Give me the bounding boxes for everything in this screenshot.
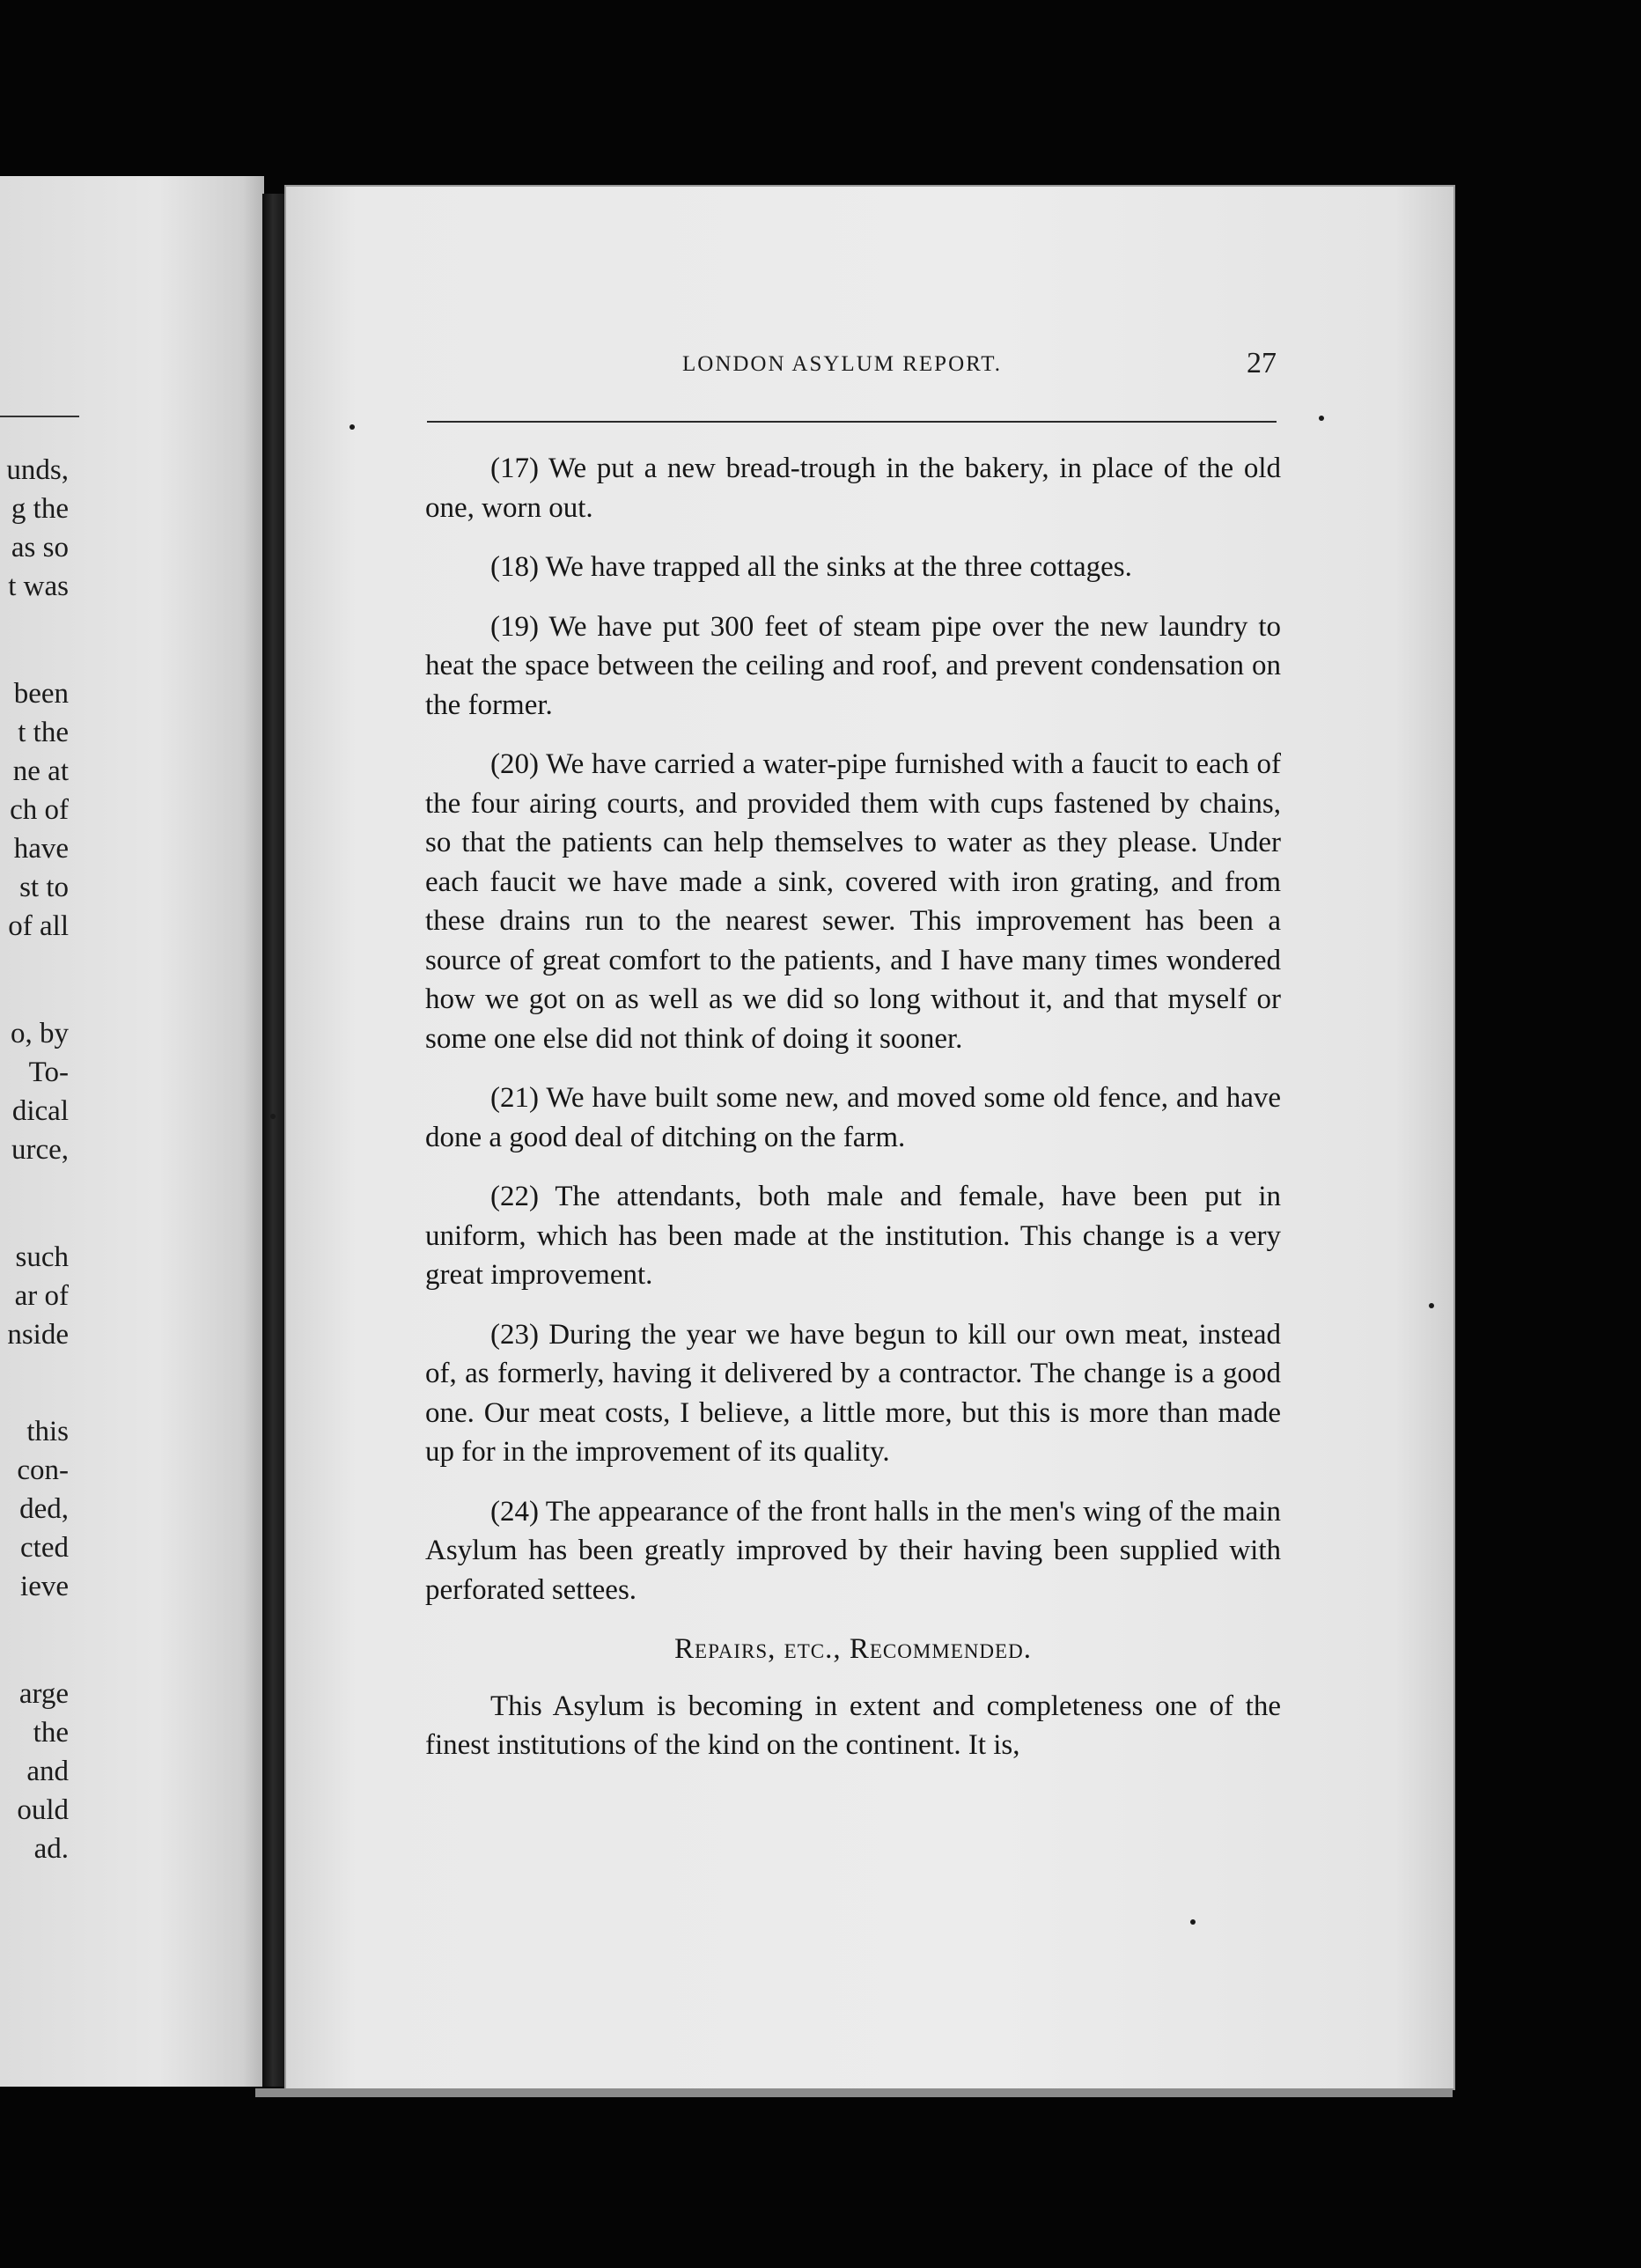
paragraph-17: (17) We put a new bread-trough in the bakery, in place of the old one, worn out.: [425, 453, 1281, 524]
left-page-fragment: ar of: [14, 1280, 69, 1312]
left-page-fragment: ould: [17, 1794, 69, 1826]
left-page-fragment: To-: [28, 1057, 69, 1088]
left-page-rule: [0, 416, 79, 417]
left-page-fragment: ch of: [10, 794, 69, 826]
paragraph-24: (24) The appearance of the front halls in the men's wing of the main Asylum has been greatly improved by their having been supplied with perforated settees.: [425, 1495, 1281, 1606]
paragraph-22: (22) The attendants, both male and female, have been put in uniform, which has been made at the institution. This change is a very great improvement.: [425, 1181, 1281, 1291]
left-page-fragment: cted: [20, 1532, 69, 1564]
left-page-fragment: this: [26, 1416, 69, 1447]
left-page-fragment: as so: [11, 532, 69, 563]
paragraph-21: (21) We have built some new, and moved some old fence, and have done a good deal of ditching on the farm.: [425, 1082, 1281, 1153]
section-heading: Repairs, etc., Recommended.: [674, 1633, 1032, 1665]
left-page-edge: [0, 176, 264, 2087]
left-page-fragment: st to: [19, 872, 69, 903]
running-title: LONDON ASYLUM REPORT.: [682, 352, 1002, 376]
paragraph-20: (20) We have carried a water-pipe furnished with a faucit to each of the four airing courts, and provided them with cups fastened by chains, so that the patients can help themselves to water as they please. Under each faucit we have made a sink, covered with iron grating, and from these drains run to the nearest sewer. This improvement has been a source of great comfort to the patients, and I have many times wondered how we got on as well as we did so long without it, and that myself or some one else did not think of doing it sooner.: [425, 748, 1281, 1055]
left-page-fragment: nside: [7, 1319, 69, 1351]
left-page-fragment: ne at: [12, 755, 69, 787]
left-page-fragment: arge: [18, 1678, 69, 1710]
left-page-fragment: ieve: [20, 1571, 69, 1602]
paragraph-18: (18) We have trapped all the sinks at the three cottages.: [490, 551, 1132, 583]
ink-speck: [350, 424, 355, 430]
body-text: [425, 449, 1281, 1786]
ink-speck: [270, 1114, 276, 1119]
ink-speck: [1429, 1303, 1434, 1308]
page-number: 27: [1247, 347, 1277, 379]
left-page-fragment: con-: [17, 1454, 69, 1486]
ink-speck: [1319, 416, 1324, 421]
running-head: [396, 347, 1277, 387]
left-page-fragment: been: [13, 678, 69, 710]
header-rule: [427, 421, 1277, 423]
left-page-fragment: t was: [8, 571, 69, 602]
left-page-fragment: g the: [11, 493, 69, 525]
left-page-fragment: o, by: [11, 1018, 69, 1049]
left-page-fragment: such: [15, 1241, 69, 1273]
paragraph-19: (19) We have put 300 feet of steam pipe over the new laundry to heat the space between the ceiling and roof, and prevent condensation on the former.: [425, 610, 1281, 721]
paragraph-23: (23) During the year we have begun to kill our own meat, instead of, as formerly, having it delivered by a contractor. The change is a good one. Our meat costs, I believe, a little more, but this is more than made up for in the improvement of its quality.: [425, 1318, 1281, 1468]
left-page-fragment: ad.: [33, 1833, 69, 1865]
left-page-fragment: the: [33, 1717, 69, 1749]
left-page-fragment: t the: [18, 717, 69, 748]
left-page-fragment: have: [13, 833, 69, 865]
ink-speck: [1190, 1919, 1196, 1925]
book-spine: [262, 194, 289, 2087]
left-page-fragment: of all: [8, 910, 69, 942]
left-page-fragment: ded,: [19, 1493, 69, 1525]
left-page-fragment: dical: [11, 1095, 69, 1127]
left-page-fragment: and: [26, 1756, 69, 1787]
left-page-fragment: urce,: [11, 1134, 69, 1166]
closing-paragraph: This Asylum is becoming in extent and completeness one of the finest institutions of the kind on the continent. It is,: [425, 1690, 1281, 1761]
left-page-fragment: unds,: [6, 454, 69, 486]
page-bottom-edge: [255, 2088, 1453, 2097]
